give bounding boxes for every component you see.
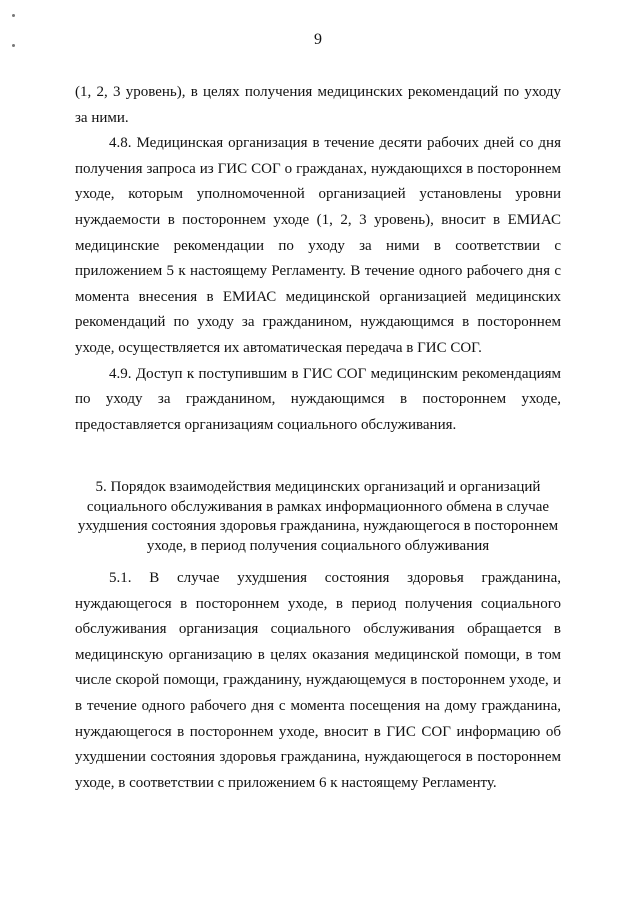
- section-heading: 5. Порядок взаимодействия медицинских организаций и организаций социального обслуживания в рамках информационного обмена в случае ухудшения состояния здоровья гражданина, нуждающегося в постороннем уходе, в период получения социального облуживания: [77, 479, 559, 554]
- paragraph-5-1: 5.1. В случае ухудшения состояния здоровья гражданина, нуждающегося в постороннем уходе, в период получения социального обслуживания организация социального обслуживания обращается в медицинскую организацию в целях оказания медицинской помощи, в том числе скорой помощи, гражданину, нуждающемуся в постороннем уходе, и в течение одного рабочего дня с момента посещения на дому гражданина, нуждающегося в постороннем уходе, вносит в ГИС СОГ информацию об ухудшении состояния здоровья гражданина, нуждающегося в постороннем уходе, в соответствии с приложением 6 к настоящему Регламенту.: [75, 570, 561, 791]
- body-text-top: [75, 80, 561, 438]
- paragraph-4-8: 4.8. Медицинская организация в течение десяти рабочих дней со дня получения запроса из ГИС СОГ о гражданах, нуждающихся в постороннем уходе, которым уполномоченной организацией установлены уровни нуждаемости в постороннем уходе (1, 2, 3 уровень), вносит в ЕМИАС медицинские рекомендации по уходу за ними в соответствии с приложением 5 к настоящему Регламенту. В течение одного рабочего дня с момента внесения в ЕМИАС медицинской организацией медицинских рекомендаций по уходу за гражданином, нуждающимся в постороннем уходе, осуществляется их автоматическая передача в ГИС СОГ.: [75, 135, 561, 356]
- paragraph-4-9: 4.9. Доступ к поступившим в ГИС СОГ медицинским рекомендациям по уходу за гражданином, нуждающимся в постороннем уходе, предоставляется организациям социального обслуживания.: [75, 365, 561, 433]
- paragraph-continuation: (1, 2, 3 уровень), в целях получения медицинских рекомендаций по уходу за ними.: [75, 84, 561, 126]
- scan-speck: [12, 14, 15, 17]
- page-number: 9: [314, 31, 322, 48]
- body-text-bottom: [75, 566, 561, 796]
